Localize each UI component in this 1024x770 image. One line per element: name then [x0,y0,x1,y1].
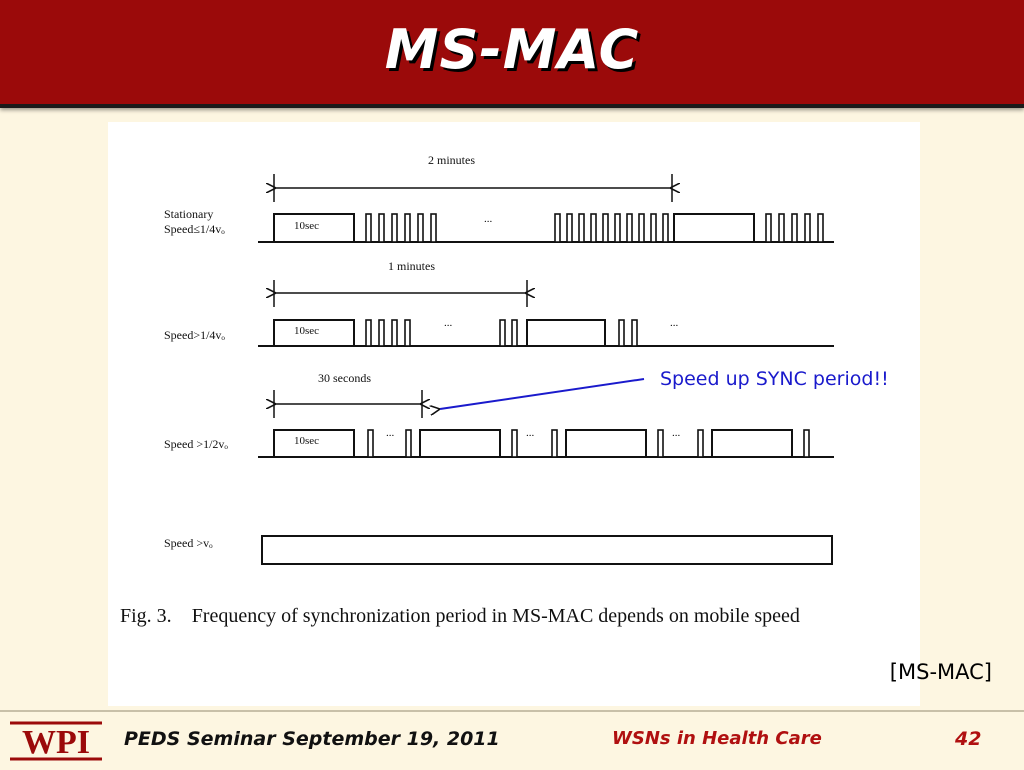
interval-label-2min: 2 minutes [428,153,475,167]
footer-topic: WSNs in Health Care [612,728,822,749]
wpi-logo [8,720,104,762]
pulse [766,214,771,242]
pulse [366,320,371,346]
pulse [651,214,656,242]
footer [0,710,1024,770]
interval-label-1min: 1 minutes [388,259,435,273]
page-number: 42 [955,728,982,750]
pulse [639,214,644,242]
pulse [555,214,560,242]
sync-box-label: 10sec [294,220,320,232]
footer-seminar: PEDS Seminar September 19, 2011 [124,728,500,750]
pulse [366,214,371,242]
pulse [512,430,517,457]
pulse [368,430,373,457]
sync-box [527,320,605,346]
interval-label-30s: 30 seconds [318,371,371,385]
ellipsis: ... [526,427,535,439]
ellipsis: ... [672,427,681,439]
ellipsis: ... [444,317,453,329]
slide-title: MS-MAC [384,18,640,81]
title-bar [0,0,1024,108]
ellipsis: ... [670,317,679,329]
pulse [405,320,410,346]
sync-box [420,430,500,457]
pulse [818,214,823,242]
pulse [804,430,809,457]
continuous-sync-bar [262,536,832,564]
row-label-speed-half: Speed >1/2vₒ [164,437,228,451]
timeline-row-speed-quarter [258,317,834,346]
pulse [698,430,703,457]
row-label-stationary-line2: Speed≤1/4vₒ [164,222,225,236]
caption-text: Frequency of synchronization period in MS-MAC depends on mobile speed [191,605,800,627]
row-label-stationary-line1: Stationary [164,207,214,221]
pulse [792,214,797,242]
pulse [392,320,397,346]
pulse [663,214,668,242]
pulse [579,214,584,242]
pulse [418,214,423,242]
pulse [591,214,596,242]
timeline-row-speed-full [262,536,832,564]
row-label-speed-quarter: Speed>1/4vₒ [164,328,225,342]
pulse [379,320,384,346]
pulse [379,214,384,242]
pulse [405,214,410,242]
pulse [512,320,517,346]
sync-box [566,430,646,457]
pulse [392,214,397,242]
ellipsis: ... [484,213,493,225]
annotation-arrow [440,379,644,409]
pulse [500,320,505,346]
timeline-row-speed-half [258,427,834,457]
sync-box [712,430,792,457]
logo-text: WPI [22,724,90,761]
pulse [431,214,436,242]
pulse [627,214,632,242]
pulse [603,214,608,242]
pulse [658,430,663,457]
pulse [552,430,557,457]
sync-box-label: 10sec [294,435,320,447]
pulse [406,430,411,457]
pulse [567,214,572,242]
ellipsis: ... [386,427,395,439]
pulse [632,320,637,346]
sync-box [674,214,754,242]
pulse [805,214,810,242]
caption-number: Fig. 3. [120,605,172,627]
figure-panel [108,122,920,706]
pulse [619,320,624,346]
timeline-row-stationary [258,213,834,242]
row-label-speed-full: Speed >vₒ [164,536,213,550]
sync-box-label: 10sec [294,325,320,337]
pulse [615,214,620,242]
annotation-text: Speed up SYNC period!! [660,368,889,390]
figure-caption [120,604,910,628]
pulse [779,214,784,242]
citation: [MS-MAC] [889,660,992,684]
